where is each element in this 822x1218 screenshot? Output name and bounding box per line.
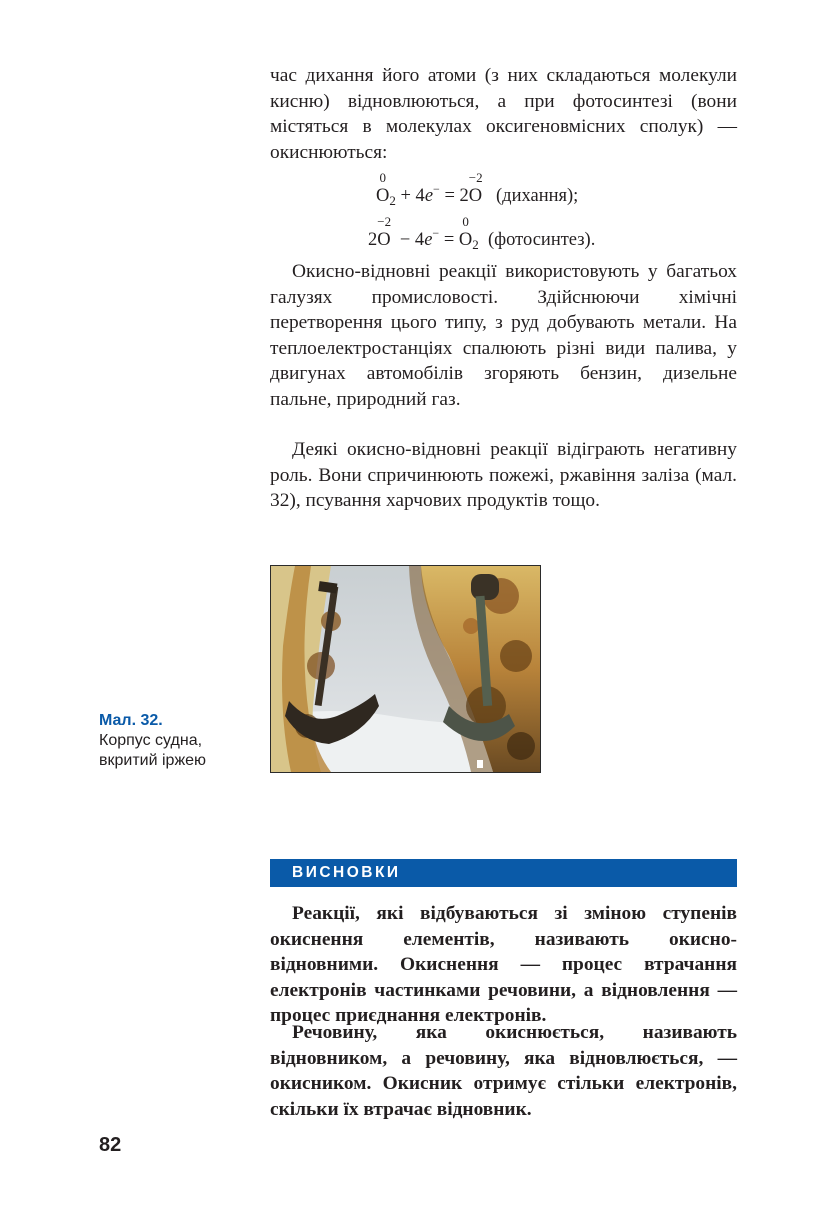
ship-hull-rust-photo <box>270 565 541 773</box>
oxidation-term <box>377 214 392 250</box>
electron-symbol: e <box>424 186 434 206</box>
operator: + 4 <box>395 186 425 206</box>
element-symbol: O <box>376 186 390 206</box>
subscript: 2 <box>389 193 396 208</box>
conclusions-heading: ВИСНОВКИ <box>292 864 401 881</box>
element-symbol: O <box>468 186 483 206</box>
figure-number: Мал. 32. <box>99 712 163 729</box>
body-paragraph-2 <box>270 259 737 413</box>
element-symbol: O <box>377 230 391 250</box>
oxidation-state: 0 <box>462 214 469 229</box>
figure-caption <box>99 711 259 771</box>
conclusion-paragraph-1 <box>270 901 737 1029</box>
body-paragraph-1 <box>270 63 737 165</box>
subscript: 2 <box>472 237 479 252</box>
oxidation-state: −2 <box>377 214 392 229</box>
oxidation-state: −2 <box>468 170 483 185</box>
equation-respiration <box>376 170 579 208</box>
oxidation-state: 0 <box>379 170 386 185</box>
figure-caption-text: Корпус судна, вкритий іржею <box>99 732 207 769</box>
equation-note: (фотосинтез). <box>488 230 596 250</box>
paragraph-text: час дихання його атоми (з них складаються молекули кисню) відновлюються, а при фотосинтезі (вони містяться в молекулах оксигеновмісних сполук) — окиснюються: <box>270 65 737 163</box>
equation-note: (дихання); <box>496 186 579 206</box>
oxidation-term <box>468 170 483 206</box>
operator: − 4 <box>395 230 425 250</box>
body-paragraph-3 <box>270 437 737 514</box>
paragraph-text: Деякі окисно-відновні реакції відіграють негативну роль. Вони спричинюють пожежі, ржавіння заліза (мал. 32), псування харчових продуктів тощо. <box>270 439 737 512</box>
paragraph-text: Речовину, яка окиснюється, називають відновником, а речовину, яка відновлюється, — окисником. Окисник отримує стільки електронів, скільки їх втрачає відновник. <box>270 1022 737 1120</box>
oxidation-term <box>458 214 473 250</box>
coefficient: 2 <box>368 230 378 250</box>
equals: = <box>439 230 459 250</box>
electron-symbol: e <box>424 230 433 250</box>
page-number: 82 <box>99 1134 122 1156</box>
element-symbol: O <box>458 230 473 250</box>
equation-photosynthesis <box>368 214 596 252</box>
equals: = 2 <box>439 186 469 206</box>
electron-charge: − <box>432 226 440 240</box>
paragraph-text: Окисно-відновні реакції використовують у багатьох галузях промисловості. Здійснюючи хімічні перетворення цього типу, з руд добувають метали. На теплоелектростанціях спалюють різні види палива, у двигунах автомобілів згоряють бензин, дизельне пальне, природний газ. <box>270 261 737 410</box>
conclusion-paragraph-2 <box>270 1020 737 1122</box>
paragraph-text: Реакції, які відбуваються зі зміною ступенів окиснення елементів, називають окисно-відновними. Окиснення — процес втрачання електронів частинками речовини, а відновлення — процес приєднання електронів. <box>270 903 737 1027</box>
electron-charge: − <box>433 182 440 196</box>
conclusions-banner <box>270 859 737 887</box>
oxidation-term <box>376 170 390 206</box>
